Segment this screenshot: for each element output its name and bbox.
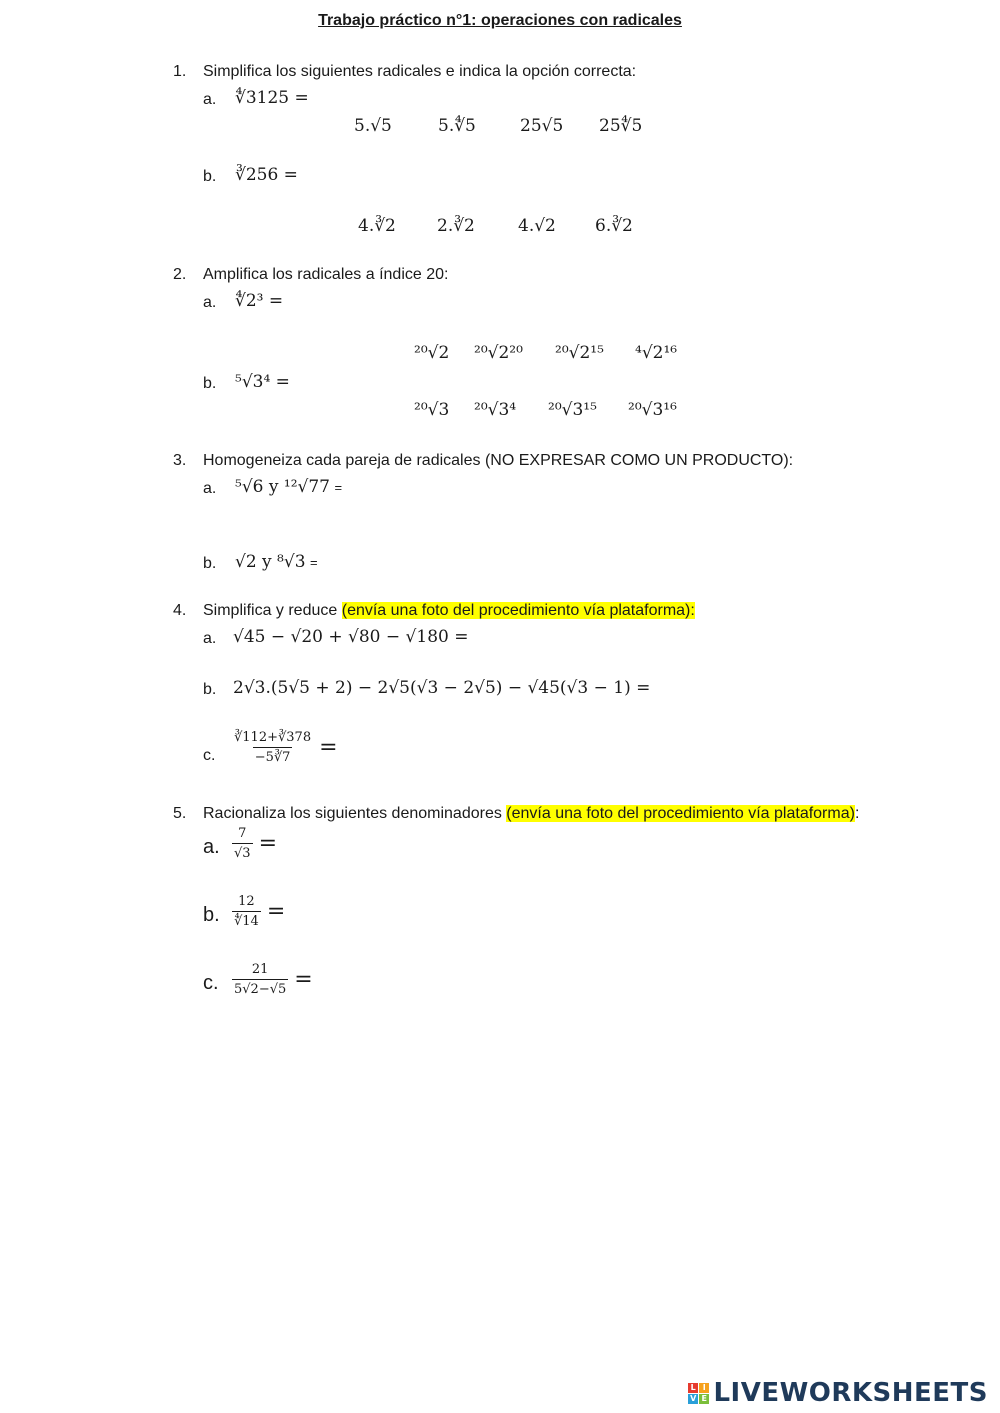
- question-3a-row: [235, 477, 342, 497]
- question-3b-expression: √2 y ⁸√3: [235, 552, 306, 572]
- question-3a-label: a.: [203, 480, 217, 497]
- question-2b-label: b.: [203, 375, 217, 392]
- question-1-text: Simplifica los siguientes radicales e indica la opción correcta:: [203, 63, 637, 80]
- question-4b-expression: 2√3.(5√5 + 2) − 2√5(√3 − 2√5) − √45(√3 − 1) =: [233, 678, 651, 698]
- question-5c-denominator: 5√2−√5: [232, 979, 288, 997]
- question-2a-option-2[interactable]: ²⁰√2²⁰: [474, 343, 523, 363]
- question-3-number: 3.: [173, 452, 187, 469]
- question-2a-option-1[interactable]: ²⁰√2: [414, 343, 450, 363]
- question-1a-option-2[interactable]: 5.∜5: [438, 116, 476, 136]
- question-4c-numerator: ∛112+∛378: [234, 730, 312, 745]
- question-5-row: [203, 805, 859, 823]
- logo-mark-letter: E: [699, 1394, 709, 1404]
- question-4-number: 4.: [173, 602, 187, 619]
- question-3a-equals: =: [334, 480, 343, 495]
- question-4a-expression: √45 − √20 + √80 − √180 =: [233, 627, 469, 647]
- question-1b-label: b.: [203, 168, 217, 185]
- question-5a-label: a.: [203, 836, 220, 858]
- question-5a-numerator: 7: [238, 826, 247, 841]
- question-4-text: Simplifica y reduce: [203, 602, 338, 619]
- question-5b-label: b.: [203, 904, 220, 926]
- question-2b-expression: ⁵√3⁴ =: [235, 372, 290, 392]
- liveworksheets-logo: [688, 1378, 988, 1408]
- question-2b-option-2[interactable]: ²⁰√3⁴: [474, 400, 517, 420]
- question-4a-label: a.: [203, 630, 217, 647]
- question-1b-option-4[interactable]: 6.∛2: [595, 216, 633, 236]
- question-5a-fraction-row: [232, 826, 277, 861]
- question-2-number: 2.: [173, 266, 187, 283]
- question-5a-equals: =: [258, 831, 277, 856]
- question-5-colon: :: [854, 805, 860, 822]
- question-5c-fraction-row: [232, 962, 313, 997]
- question-5-highlight: (envía una foto del procedimiento vía plataforma): [506, 805, 855, 822]
- question-1a-option-1[interactable]: 5.√5: [354, 116, 392, 136]
- question-4c-label: c.: [203, 747, 216, 764]
- question-4c-denominator: −5∛7: [253, 747, 293, 765]
- question-1a-expression: ∜3125 =: [235, 88, 309, 108]
- liveworksheets-logo-icon: [688, 1383, 709, 1404]
- question-3b-label: b.: [203, 555, 217, 572]
- question-1a-option-3[interactable]: 25√5: [520, 116, 564, 136]
- question-1a-label: a.: [203, 91, 217, 108]
- question-5-text: Racionaliza los siguientes denominadores: [203, 805, 502, 822]
- question-5a-denominator: √3: [232, 843, 253, 861]
- question-3b-equals: =: [309, 555, 318, 570]
- question-1b-expression: ∛256 =: [235, 165, 298, 185]
- question-3b-row: [235, 552, 318, 572]
- question-2a-option-3[interactable]: ²⁰√2¹⁵: [555, 343, 604, 363]
- question-4c-equals: =: [319, 735, 338, 760]
- question-1-number: 1.: [173, 63, 187, 80]
- question-5c-numerator: 21: [251, 962, 269, 977]
- question-2a-label: a.: [203, 294, 217, 311]
- question-5c-label: c.: [203, 972, 219, 994]
- question-4-row: [203, 602, 695, 620]
- question-1a-option-4[interactable]: 25∜5: [599, 116, 643, 136]
- question-3-text: Homogeneiza cada pareja de radicales (NO EXPRESAR COMO UN PRODUCTO):: [203, 452, 794, 469]
- liveworksheets-logo-text: LIVEWORKSHEETS: [713, 1378, 988, 1408]
- logo-mark-letter: V: [690, 1393, 697, 1403]
- question-1b-option-2[interactable]: 2.∛2: [437, 216, 475, 236]
- question-5b-equals: =: [266, 899, 286, 924]
- question-5b-fraction-row: [232, 894, 285, 929]
- question-1b-option-3[interactable]: 4.√2: [518, 216, 556, 236]
- question-5-number: 5.: [173, 805, 187, 822]
- logo-mark-letter: L: [688, 1383, 698, 1393]
- question-2a-expression: ∜2³ =: [235, 291, 284, 311]
- question-2b-option-1[interactable]: ²⁰√3: [414, 400, 450, 420]
- question-5b-denominator: ∜14: [232, 911, 261, 929]
- question-3a-expression: ⁵√6 y ¹²√77: [235, 477, 330, 497]
- question-1b-option-1[interactable]: 4.∛2: [358, 216, 396, 236]
- logo-mark-letter: I: [699, 1383, 709, 1393]
- question-4c-fraction-row: [232, 730, 338, 765]
- question-4-highlight: (envía una foto del procedimiento vía plataforma):: [341, 602, 695, 619]
- question-5b-fraction: [232, 894, 261, 929]
- question-2b-option-3[interactable]: ²⁰√3¹⁵: [548, 400, 597, 420]
- question-4b-label: b.: [203, 681, 217, 698]
- question-5a-fraction: [232, 826, 253, 861]
- question-5c-fraction: [232, 962, 288, 997]
- question-2a-option-4[interactable]: ⁴√2¹⁶: [635, 343, 678, 363]
- question-5c-equals: =: [294, 967, 313, 992]
- question-5b-numerator: 12: [238, 894, 255, 909]
- page-title: Trabajo práctico n°1: operaciones con radicales: [318, 12, 682, 29]
- question-2-text: Amplifica los radicales a índice 20:: [203, 266, 449, 283]
- question-4c-fraction: [232, 730, 313, 765]
- question-2b-option-4[interactable]: ²⁰√3¹⁶: [628, 400, 677, 420]
